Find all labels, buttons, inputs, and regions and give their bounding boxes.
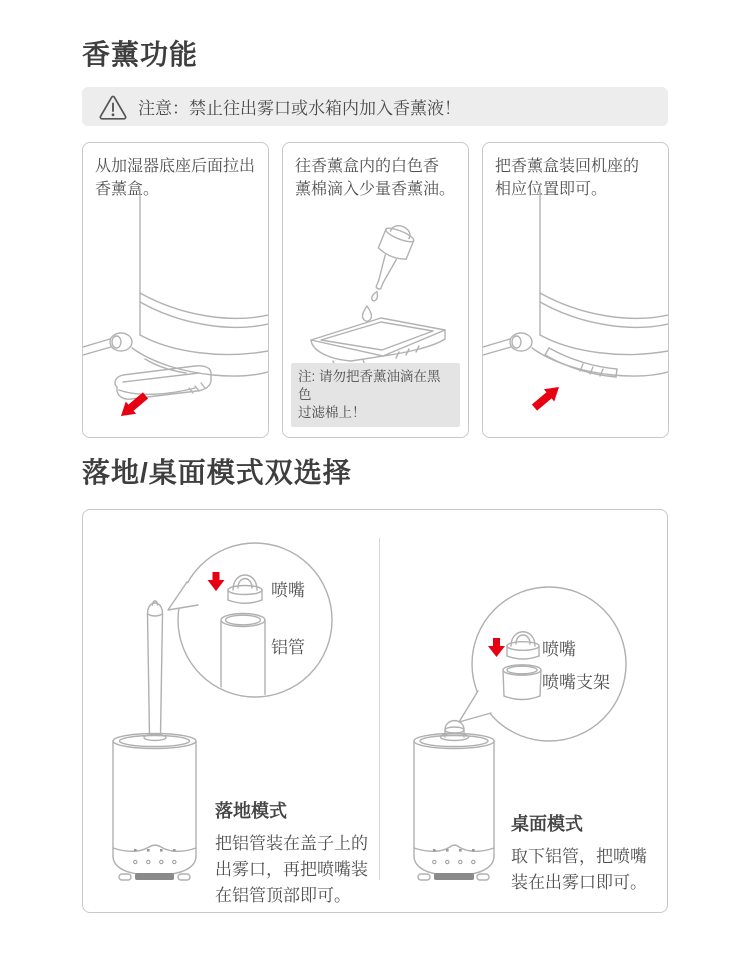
warning-banner (82, 87, 668, 126)
illustration-base-box-pulled-out (83, 187, 268, 437)
caption-line: 把香薰盒装回机座的 (495, 158, 640, 175)
caption-line: 相应位置即可。 (495, 181, 608, 198)
step-caption (295, 155, 458, 201)
label-nozzle-floor: 喷嘴 (271, 581, 305, 600)
body-line: 取下铝管，把喷嘴 (511, 847, 647, 866)
step-panel-drip-oil (282, 142, 469, 438)
illustration-base-box-inserted (483, 187, 668, 437)
caption-line: 从加湿器底座后面拉出 (95, 158, 256, 175)
caption-line: 香薰盒。 (95, 181, 160, 198)
step-panel-reinsert-box (482, 142, 669, 438)
warning-triangle-icon (98, 93, 128, 121)
label-nozzle-bracket: 喷嘴支架 (542, 673, 610, 692)
body-line: 出雾口，再把喷嘴装 (215, 860, 368, 879)
body-line: 把铝管装在盖子上的 (215, 834, 368, 853)
warning-text: 注意：禁止往出雾口或水箱内加入香薰液！ (138, 99, 461, 118)
illustration-dropper-over-box (283, 218, 468, 378)
desktop-mode-text (511, 810, 671, 896)
floor-mode-text (215, 797, 379, 909)
body-line: 装在出雾口即可。 (511, 873, 647, 892)
caption-line: 薰棉滴入少量香薰油。 (295, 181, 456, 198)
step-panel-pull-out-box (82, 142, 269, 438)
desktop-mode-heading: 桌面模式 (511, 814, 583, 834)
aroma-steps-row (82, 142, 669, 438)
red-arrow-icon (529, 381, 564, 414)
modes-section-title: 落地/桌面模式双选择 (82, 457, 352, 488)
floor-mode-heading: 落地模式 (215, 801, 287, 821)
caption-line: 往香薰盒内的白色香 (295, 158, 440, 175)
floor-mode-body (215, 831, 379, 909)
note-line: 注: 请勿把香薰油滴在黑色 (298, 369, 441, 402)
step-note (291, 363, 460, 427)
modes-panel (82, 509, 668, 913)
label-aluminum-tube: 铝管 (271, 638, 305, 657)
note-line: 过滤棉上！ (298, 405, 366, 420)
aroma-section-title: 香薰功能 (82, 39, 199, 70)
body-line: 在铝管顶部即可。 (215, 886, 351, 905)
desktop-mode-body (511, 844, 671, 896)
label-nozzle-desktop: 喷嘴 (542, 640, 576, 659)
